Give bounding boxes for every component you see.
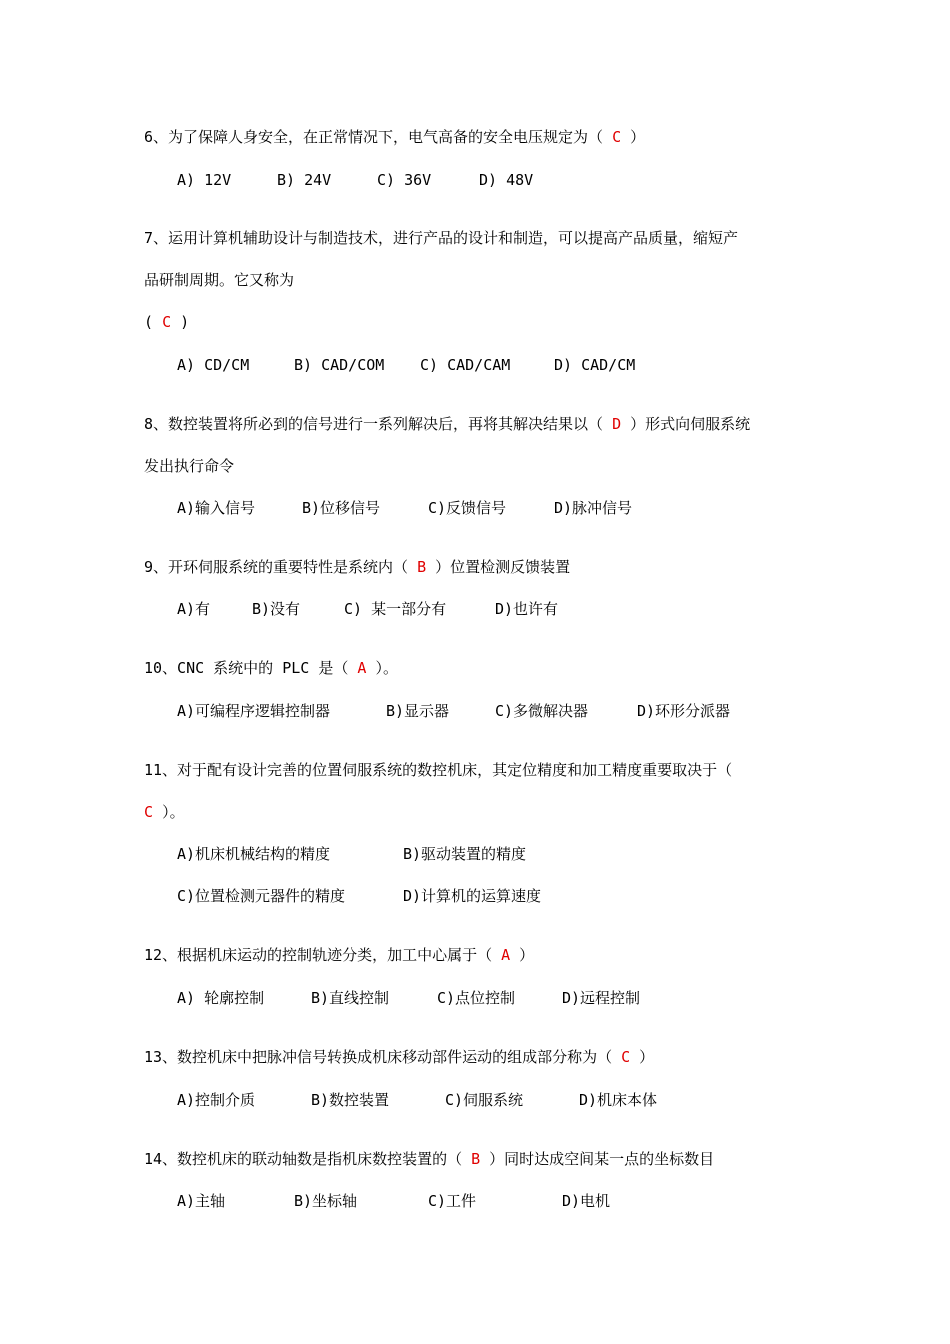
option-13c: C)伺服系统 [445,1091,524,1109]
option-10b: B)显示器 [386,702,450,720]
option-11a: A)机床机械结构的精度 [177,845,331,863]
option-9a: A)有 [177,600,211,618]
option-8d: D)脉冲信号 [554,499,633,517]
option-8c: C)反馈信号 [428,499,507,517]
question-6: 6、为了保障人身安全，在正常情况下，电气高备的安全电压规定为（ C ） [144,128,646,146]
answer-14: B [471,1150,481,1168]
option-12c: C)点位控制 [437,989,516,1007]
question-7-line2: 品研制周期。它又称为 [144,271,295,289]
answer-10: A [357,659,367,677]
answer-12: A [501,946,511,964]
option-6d: D) 48V [479,171,534,189]
question-10: 10、CNC 系统中的 PLC 是（ A ）。 [144,659,398,677]
option-11d: D)计算机的运算速度 [403,887,542,905]
option-10c: C)多微解决器 [495,702,589,720]
option-11b: B)驱动装置的精度 [403,845,527,863]
question-13: 13、数控机床中把脉冲信号转换成机床移动部件运动的组成部分称为（ C ） [144,1048,655,1066]
question-7-line1: 7、运用计算机辅助设计与制造技术，进行产品的设计和制造，可以提高产品质量，缩短产 [144,229,739,247]
answer-9: B [417,558,427,576]
question-12: 12、根据机床运动的控制轨迹分类，加工中心属于（ A ） [144,946,535,964]
question-11-line1: 11、对于配有设计完善的位置伺服系统的数控机床，其定位精度和加工精度重要取决于（ [144,761,733,779]
option-9c: C) 某一部分有 [344,600,447,618]
option-12b: B)直线控制 [311,989,390,1007]
option-6c: C) 36V [377,171,432,189]
option-8b: B)位移信号 [302,499,381,517]
option-7b: B) CAD/COM [294,356,385,374]
question-8-line2: 发出执行命令 [144,457,235,475]
option-14a: A)主轴 [177,1192,226,1210]
option-7d: D) CAD/CM [554,356,636,374]
option-12a: A) 轮廓控制 [177,989,265,1007]
option-7c: C) CAD/CAM [420,356,511,374]
option-13d: D)机床本体 [579,1091,658,1109]
option-7a: A) CD/CM [177,356,250,374]
option-14c: C)工件 [428,1192,477,1210]
option-13a: A)控制介质 [177,1091,256,1109]
answer-6: C [612,128,622,146]
answer-8: D [612,415,622,433]
question-9: 9、开环伺服系统的重要特性是系统内（ B ）位置检测反馈装置 [144,558,571,576]
option-6b: B) 24V [277,171,332,189]
option-9d: D)也许有 [495,600,559,618]
option-14d: D)电机 [562,1192,611,1210]
option-9b: B)没有 [252,600,301,618]
option-12d: D)远程控制 [562,989,641,1007]
option-11c: C)位置检测元器件的精度 [177,887,346,905]
question-8: 8、数控装置将所必到的信号进行一系列解决后，再将其解决结果以（ D ）形式向伺服系统 [144,415,751,433]
answer-11: C [144,803,154,821]
option-8a: A)输入信号 [177,499,256,517]
answer-13: C [621,1048,631,1066]
option-6a: A) 12V [177,171,232,189]
option-14b: B)坐标轴 [294,1192,358,1210]
question-7-answer-line: ( C ) [144,313,190,331]
option-10d: D)环形分派器 [637,702,731,720]
option-10a: A)可编程序逻辑控制器 [177,702,331,720]
question-11-answer-line: C ）。 [144,803,185,821]
answer-7: C [162,313,172,331]
option-13b: B)数控装置 [311,1091,390,1109]
question-14: 14、数控机床的联动轴数是指机床数控装置的（ B ）同时达成空间某一点的坐标数目 [144,1150,715,1168]
